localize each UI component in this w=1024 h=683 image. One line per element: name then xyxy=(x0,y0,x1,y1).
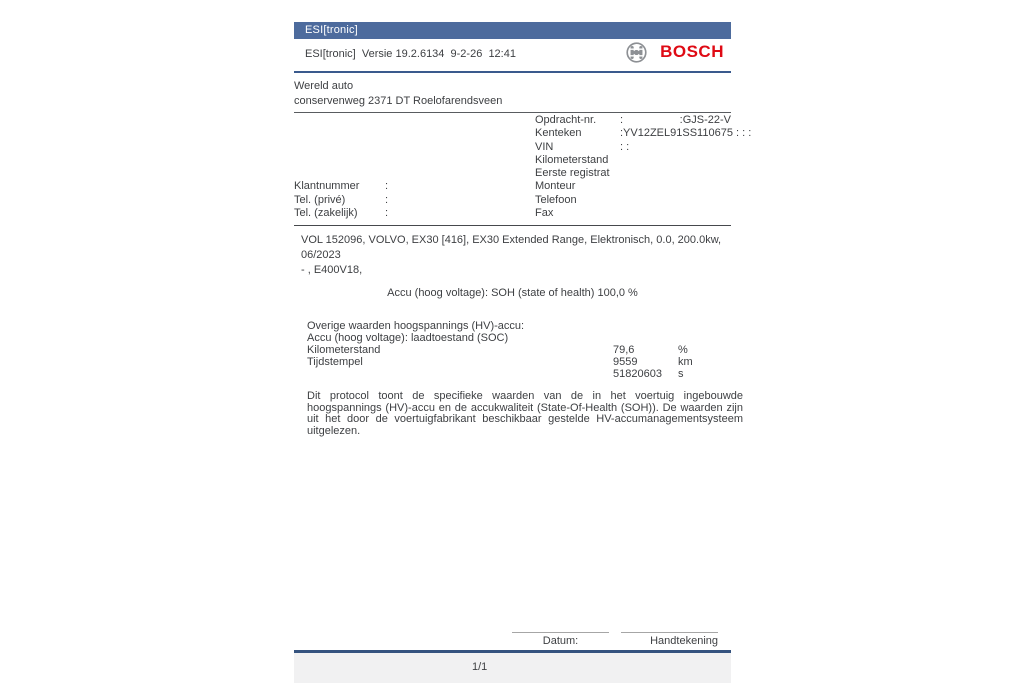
right-label: Kenteken xyxy=(535,127,582,140)
right-mid: :YV12ZEL91SS110675 : : : xyxy=(620,127,752,140)
hv-row-label: Accu (hoog voltage): laadtoestand (SOC) xyxy=(307,332,509,344)
soh-result-line: Accu (hoog voltage): SOH (state of health) 100,0 % xyxy=(387,287,638,299)
info-row xyxy=(294,207,731,220)
right-mid: : xyxy=(620,114,624,126)
right-label: Opdracht-nr. xyxy=(535,114,597,126)
right-label: VIN xyxy=(535,140,554,153)
bosch-armature-icon xyxy=(626,42,647,63)
right-label: Kilometerstand xyxy=(535,153,609,166)
info-row xyxy=(294,194,731,207)
address-divider xyxy=(294,112,731,113)
app-title: ESI[tronic] xyxy=(305,24,358,36)
garage-address: conservenweg 2371 DT Roelofarendsveen xyxy=(294,95,503,107)
left-label: Tel. (privé) xyxy=(294,193,346,206)
left-label: Tel. (zakelijk) xyxy=(294,207,358,220)
vehicle-line-1: VOL 152096, VOLVO, EX30 [416], EX30 Extended Range, Elektronisch, 0.0, 200.0kw, 06/2023 xyxy=(301,234,722,261)
report-page xyxy=(294,0,752,683)
info-row xyxy=(294,167,731,180)
esitronic-title-bar xyxy=(294,22,731,39)
hv-row-unit: % xyxy=(678,344,688,356)
footer-bar xyxy=(294,653,731,683)
header-rule xyxy=(294,71,731,73)
hv-row-value: 79,6 xyxy=(613,344,635,356)
left-label: Klantnummer xyxy=(294,180,360,193)
customer-divider xyxy=(294,225,731,226)
hv-row-value: 9559 xyxy=(613,356,638,368)
right-label: Telefoon xyxy=(535,193,577,206)
version-line: ESI[tronic] Versie 19.2.6134 9-2-26 12:41 xyxy=(305,48,516,60)
handtekening-label: Handtekening xyxy=(650,635,718,647)
bosch-wordmark: BOSCH xyxy=(660,42,724,61)
info-row xyxy=(294,141,731,154)
info-row xyxy=(294,114,731,127)
hv-value-row xyxy=(307,344,731,356)
left-colon: : xyxy=(385,180,389,193)
right-label: Monteur xyxy=(535,180,576,193)
right-label: Eerste registrat xyxy=(535,167,610,180)
info-row xyxy=(294,154,731,167)
page-indicator: 1/1 xyxy=(472,661,488,673)
info-row xyxy=(294,180,731,193)
hv-row-label: Tijdstempel xyxy=(307,356,363,368)
bosch-logo xyxy=(626,41,724,63)
vehicle-description xyxy=(301,233,741,278)
hv-row-unit: s xyxy=(678,368,684,380)
left-colon: : xyxy=(385,193,389,206)
datum-label: Datum: xyxy=(542,635,579,647)
hv-row-unit: km xyxy=(678,356,693,368)
right-label: Fax xyxy=(535,207,554,220)
hv-values-block xyxy=(307,320,731,380)
order-info-grid xyxy=(294,114,752,220)
hv-row-value: 51820603 xyxy=(613,368,662,380)
hv-value-row xyxy=(307,332,731,344)
hv-value-row xyxy=(307,356,731,368)
left-colon: : xyxy=(385,207,389,220)
vehicle-line-2: - , E400V18, xyxy=(301,264,363,276)
right-mid: : : xyxy=(620,140,630,153)
garage-name: Wereld auto xyxy=(294,80,354,92)
hv-block-title: Overige waarden hoogspannings (HV)-accu: xyxy=(307,320,525,332)
hv-value-row xyxy=(307,368,731,380)
right-value: :GJS-22-V xyxy=(679,114,731,126)
protocol-explanation: Dit protocol toont de specifieke waarden van de in het voertuig ingebouwde hoogspannings (HV)-accu en de accukwaliteit (State-Of-Health (SOH)). De waarden zijn uit het door de voertuigfabrikant beschikbaar gestelde HV-accumanagementsysteem uitgelezen. xyxy=(307,390,743,437)
hv-row-label: Kilometerstand xyxy=(307,344,381,356)
info-row xyxy=(294,127,752,140)
hv-block-title-row xyxy=(307,320,731,332)
